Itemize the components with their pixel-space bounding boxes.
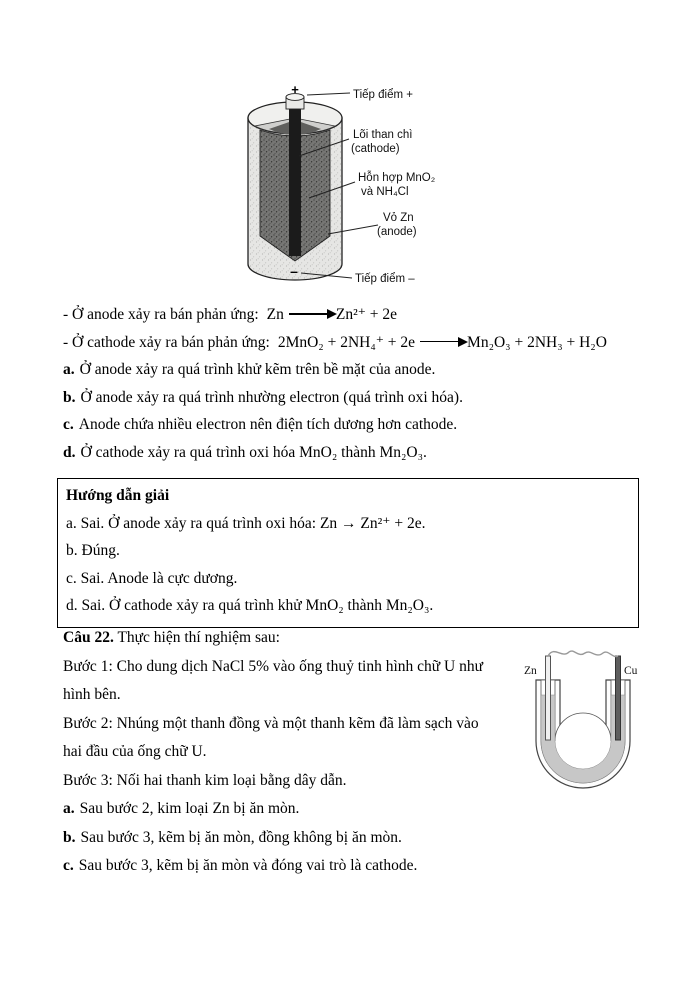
option-row-b [63,384,643,412]
zinc-electrode [546,656,551,740]
option-text: Ở cathode xảy ra quá trình oxi hóa MnO₂ thành Mn₂O₃. [80,443,427,461]
reaction-rhs: Zn²⁺ + 2e [335,306,398,323]
long-right-arrow-icon [420,341,466,343]
solution-line-a: a. Sai. Ở anode xảy ra quá trình oxi hóa: Zn → Zn²⁺ + 2e. [66,514,426,532]
option-label: a. [63,800,75,817]
option-row-c [63,852,653,881]
reaction-prefix: - Ở anode xảy ra bán phản ứng: [63,306,259,323]
battery-label-mix-line2: và NH₄Cl [361,186,409,198]
solution-line-d: d. Sai. Ở cathode xảy ra quá trình khử MnO₂ thành Mn₂O₃. [66,597,434,614]
reaction-lhs: Zn [266,306,284,323]
battery-label-shell-line2: (anode) [377,226,417,238]
step-line: Bước 2: Nhúng một thanh đồng và một thanh kẽm đã làm sạch vào [63,714,479,732]
battery-label-terminal-minus: Tiếp điểm – [355,273,415,285]
option-label: b. [63,388,76,406]
battery-label-mix-line1: Hỗn hợp MnO₂ [358,172,436,184]
copper-electrode [616,656,621,740]
leader-terminal-plus [307,93,350,95]
utube-label-zn: Zn [524,665,537,677]
option-label: d. [63,443,76,461]
reaction-rhs: Mn₂O₃ + 2NH₃ + H₂O [467,333,607,351]
question-intro: Thực hiện thí nghiệm sau: [117,629,280,646]
reaction-line-anode [63,301,643,329]
step-line: Bước 1: Cho dung dịch NaCl 5% vào ống thuỷ tinh hình chữ U như [63,657,484,675]
utube-figure [516,648,648,790]
option-label: c. [63,857,74,874]
solution-title: Hướng dẫn giải [66,487,170,504]
battery-label-core-line1: Lõi than chì [353,129,413,141]
solution-line-c: c. Sai. Anode là cực dương. [66,569,238,587]
step-line: Bước 3: Nối hai thanh kim loại bằng dây dẫn. [63,771,347,789]
option-row-a [63,356,643,384]
connecting-wire [548,651,618,657]
battery-figure [243,84,475,298]
option-text: Sau bước 2, kim loại Zn bị ăn mòn. [79,800,300,817]
battery-minus-sign: – [290,263,298,279]
reaction-line-cathode [63,329,643,357]
battery-label-terminal-plus: Tiếp điểm + [353,89,413,101]
battery-label-shell-line1: Vỏ Zn [383,212,414,224]
option-text: Ở anode xảy ra quá trình khử kẽm trên bề mặt của anode. [79,361,436,379]
option-text: Sau bước 3, kẽm bị ăn mòn, đồng không bị ăn mòn. [80,828,402,846]
solution-line-b: b. Đúng. [66,542,120,559]
option-text: Ở anode xảy ra quá trình nhường electron (quá trình oxi hóa). [80,388,463,406]
long-right-arrow-icon [289,313,335,315]
option-row-c [63,411,643,439]
battery-carbon-rod [289,100,301,256]
option-row-b [63,824,653,853]
option-text: Sau bước 3, kẽm bị ăn mòn và đóng vai trò là cathode. [78,857,418,874]
battery-plus-sign: + [291,84,299,97]
option-label: b. [63,828,76,846]
utube-label-cu: Cu [624,665,638,677]
option-label: c. [63,416,74,434]
option-row-d [63,439,643,467]
option-label: a. [63,361,75,379]
option-text: Anode chứa nhiều electron nên điện tích dương hơn cathode. [78,416,458,434]
step-line: hai đầu của ống chữ U. [63,743,207,760]
reaction-prefix: - Ở cathode xảy ra bán phản ứng: [63,333,270,351]
question-number: Câu 22. [63,629,114,646]
option-row-a [63,795,653,824]
step-line: hình bên. [63,686,121,703]
question21-section [63,301,643,467]
solution-box [57,478,639,628]
battery-label-core-line2: (cathode) [351,143,400,155]
reaction-lhs: 2MnO₂ + 2NH₄⁺ + 2e [277,333,416,351]
